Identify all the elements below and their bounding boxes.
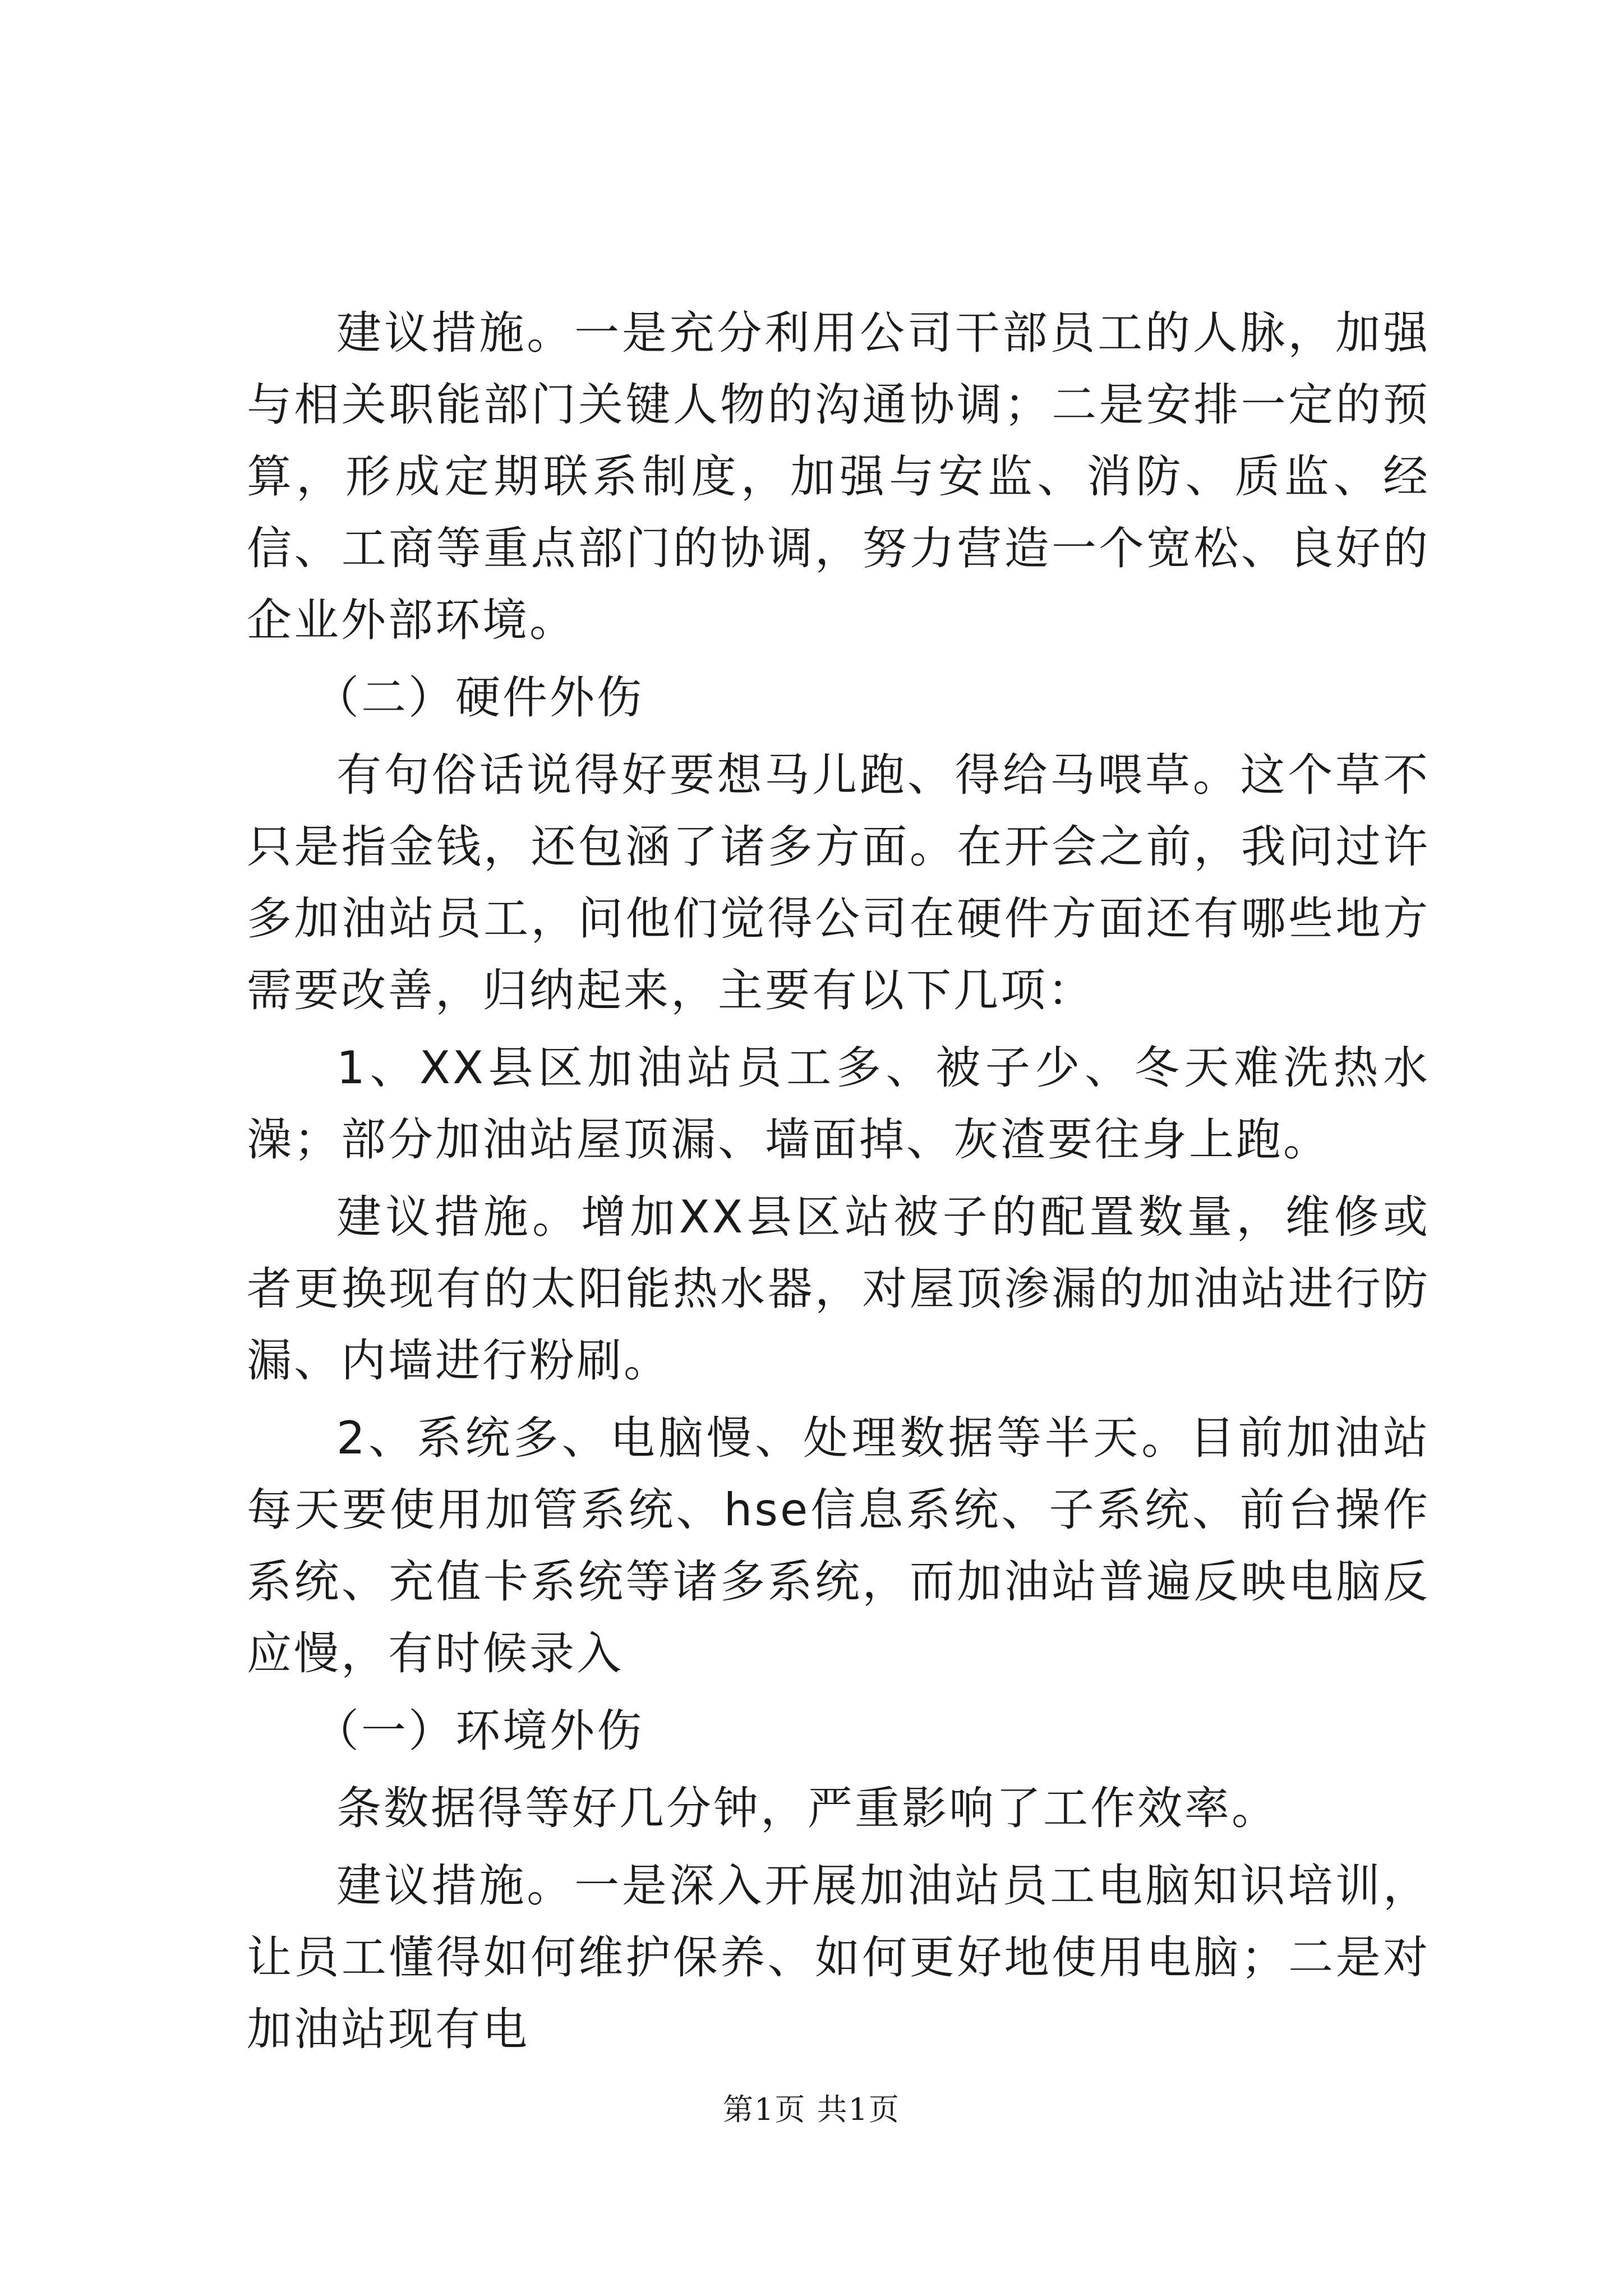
- paragraph: 有句俗话说得好要想马儿跑、得给马喂草。这个草不只是指金钱，还包涵了诸多方面。在开会之前，我问过许多加油站员工，问他们觉得公司在硬件方面还有哪些地方需要改善，归纳起来，主要有以下几项：: [247, 749, 1430, 1016]
- paragraph: 条数据得等好几分钟，严重影响了工作效率。: [336, 1782, 1279, 1834]
- document-body: [247, 297, 1430, 2071]
- section-heading: （二）硬件外伤: [314, 671, 644, 724]
- paragraph: 建议措施。一是深入开展加油站员工电脑知识培训，让员工懂得如何维护保养、如何更好地使用电脑；二是对加油站现有电: [247, 1860, 1430, 2055]
- paragraph: 1、XX县区加油站员工多、被子少、冬天难洗热水澡；部分加油站屋顶漏、墙面掉、灰渣要往身上跑。: [247, 1042, 1430, 1166]
- paragraph: 建议措施。增加XX县区站被子的配置数量，维修或者更换现有的太阳能热水器，对屋顶渗漏的加油站进行防漏、内墙进行粉刷。: [247, 1191, 1430, 1387]
- paragraph: 建议措施。一是充分利用公司干部员工的人脉，加强与相关职能部门关键人物的沟通协调；二是安排一定的预算，形成定期联系制度，加强与安监、消防、质监、经信、工商等重点部门的协调，努力营造一个宽松、良好的企业外部环境。: [247, 307, 1430, 646]
- page-number-footer: 第1页 共1页: [723, 2092, 900, 2127]
- paragraph: 2、系统多、电脑慢、处理数据等半天。目前加油站每天要使用加管系统、hse信息系统、子系统、前台操作系统、充值卡系统等诸多系统，而加油站普遍反映电脑反应慢，有时候录入: [247, 1412, 1430, 1680]
- section-heading: （一）环境外伤: [314, 1705, 644, 1757]
